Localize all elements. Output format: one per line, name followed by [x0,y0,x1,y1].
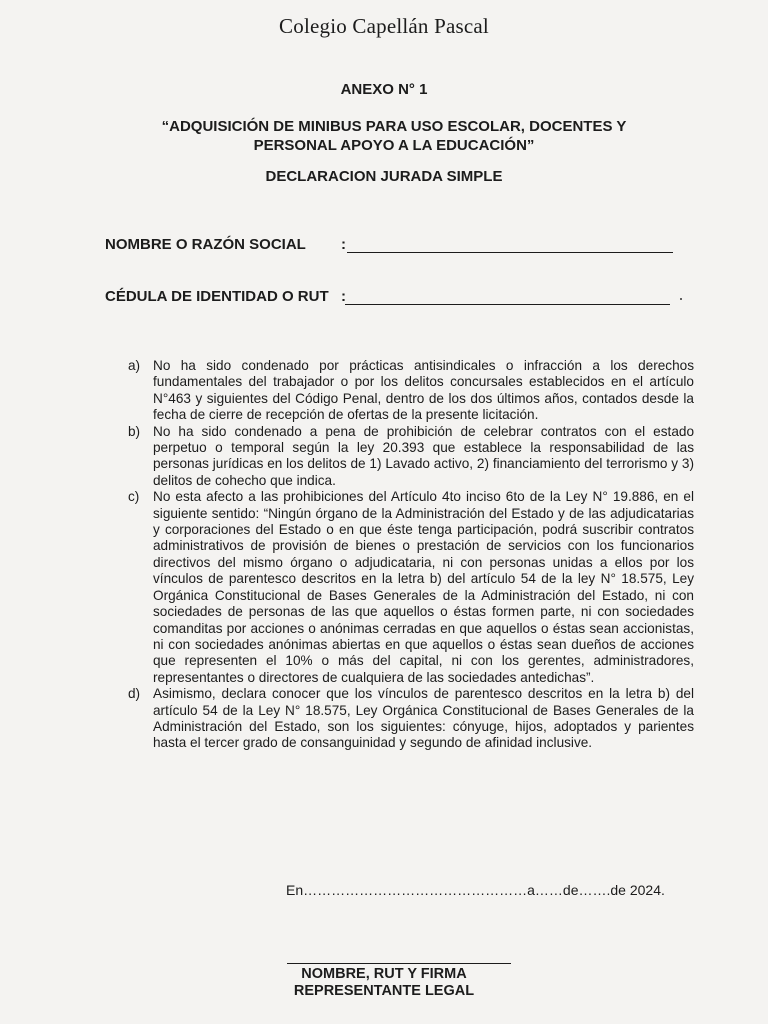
annex-title: ANEXO N° 1 [340,81,428,98]
name-field-blank-line[interactable] [347,238,673,253]
id-field-blank-line[interactable] [345,290,670,305]
declaration-list [128,358,694,752]
signature-role: REPRESENTANTE LEGAL [293,983,475,999]
signature-block [0,966,768,1000]
name-field [105,236,346,253]
subject-title: “ADQUISICIÓN DE MINIBUS PARA USO ESCOLAR, DOCENTES Y PERSONAL APOYO A LA EDUCACIÓN” [161,118,627,154]
signature-label: NOMBRE, RUT Y FIRMA [301,966,467,982]
id-field [105,288,346,305]
list-item-text: No ha sido condenado por prácticas antisindicales o infracción a los derechos fundamentales del trabajador o por los delitos concursales establecidos en el artículo N°463 y siguientes del Código Penal, dentro de los dos últimos años, contados desde la fecha de cierre de recepción de ofertas de la presente licitación. [153,358,694,423]
list-item-marker: c) [128,489,140,505]
id-field-label: CÉDULA DE IDENTIDAD O RUT [105,288,329,305]
signature-line [287,963,511,964]
list-item-marker: a) [128,358,141,373]
list-item [128,489,694,686]
list-item [128,358,694,424]
name-field-colon: : [341,236,346,253]
declaration-title: DECLARACION JURADA SIMPLE [265,168,503,185]
id-field-colon: : [341,288,346,305]
name-field-label: NOMBRE O RAZÓN SOCIAL [105,236,306,253]
date-place-line: En…………………………………………a……de…….de 2024. [286,882,665,898]
list-item [128,424,694,490]
list-item-text: No ha sido condenado a pena de prohibición de celebrar contratos con el estado perpetuo o temporal según la ley 20.393 que establece la responsabilidad de las personas jurídicas en los delitos de 1) Lavado activo, 2) financiamiento del terrorismo y 3) delitos de cohecho que indica. [153,423,694,488]
list-item-marker: b) [128,423,141,439]
stray-dot [680,298,682,300]
list-item-marker: d) [128,686,141,702]
school-name: Colegio Capellán Pascal [279,14,489,38]
list-item-text: No esta afecto a las prohibiciones del Artículo 4to inciso 6to de la Ley N° 19.886, en el siguiente sentido: “Ningún órgano de la Administración del Estado y de las adjudicatarias y corporaciones del Estado o en que éste tenga participación, podrá suscribir contratos administrativos de provisión de bienes o prestación de servicios con los funcionarios directivos del mismo órgano o adjudicataria, ni con personas unidas a ellos por los vínculos de parentesco descritos en la letra b) del artículo 54 de la ley N° 18.575, Ley Orgánica Constitucional de Bases Generales de la Administración del Estado, ni con sociedades de personas de las que aquellos o éstas formen parte, ni con sociedades comanditas por acciones o anónimas cerradas en que aquellos o éstas sean accionistas, ni con sociedades anónimas abiertas en que aquellos o éstas sean dueños de acciones que representen el 10% o más del capital, ni con los gerentes, administradores, representantes o directores de cualquiera de las sociedades antedichas”. [153,489,694,685]
list-item-text: Asimismo, declara conocer que los vínculos de parentesco descritos en la letra b) del artículo 54 de la Ley N° 18.575, Ley Orgánica Constitucional de Bases Generales de la Administración del Estado, son los siguientes: cónyuge, hijos, adoptados y parientes hasta el tercer grado de consanguinidad y segundo de afinidad inclusive. [153,686,694,751]
list-item [128,686,694,752]
